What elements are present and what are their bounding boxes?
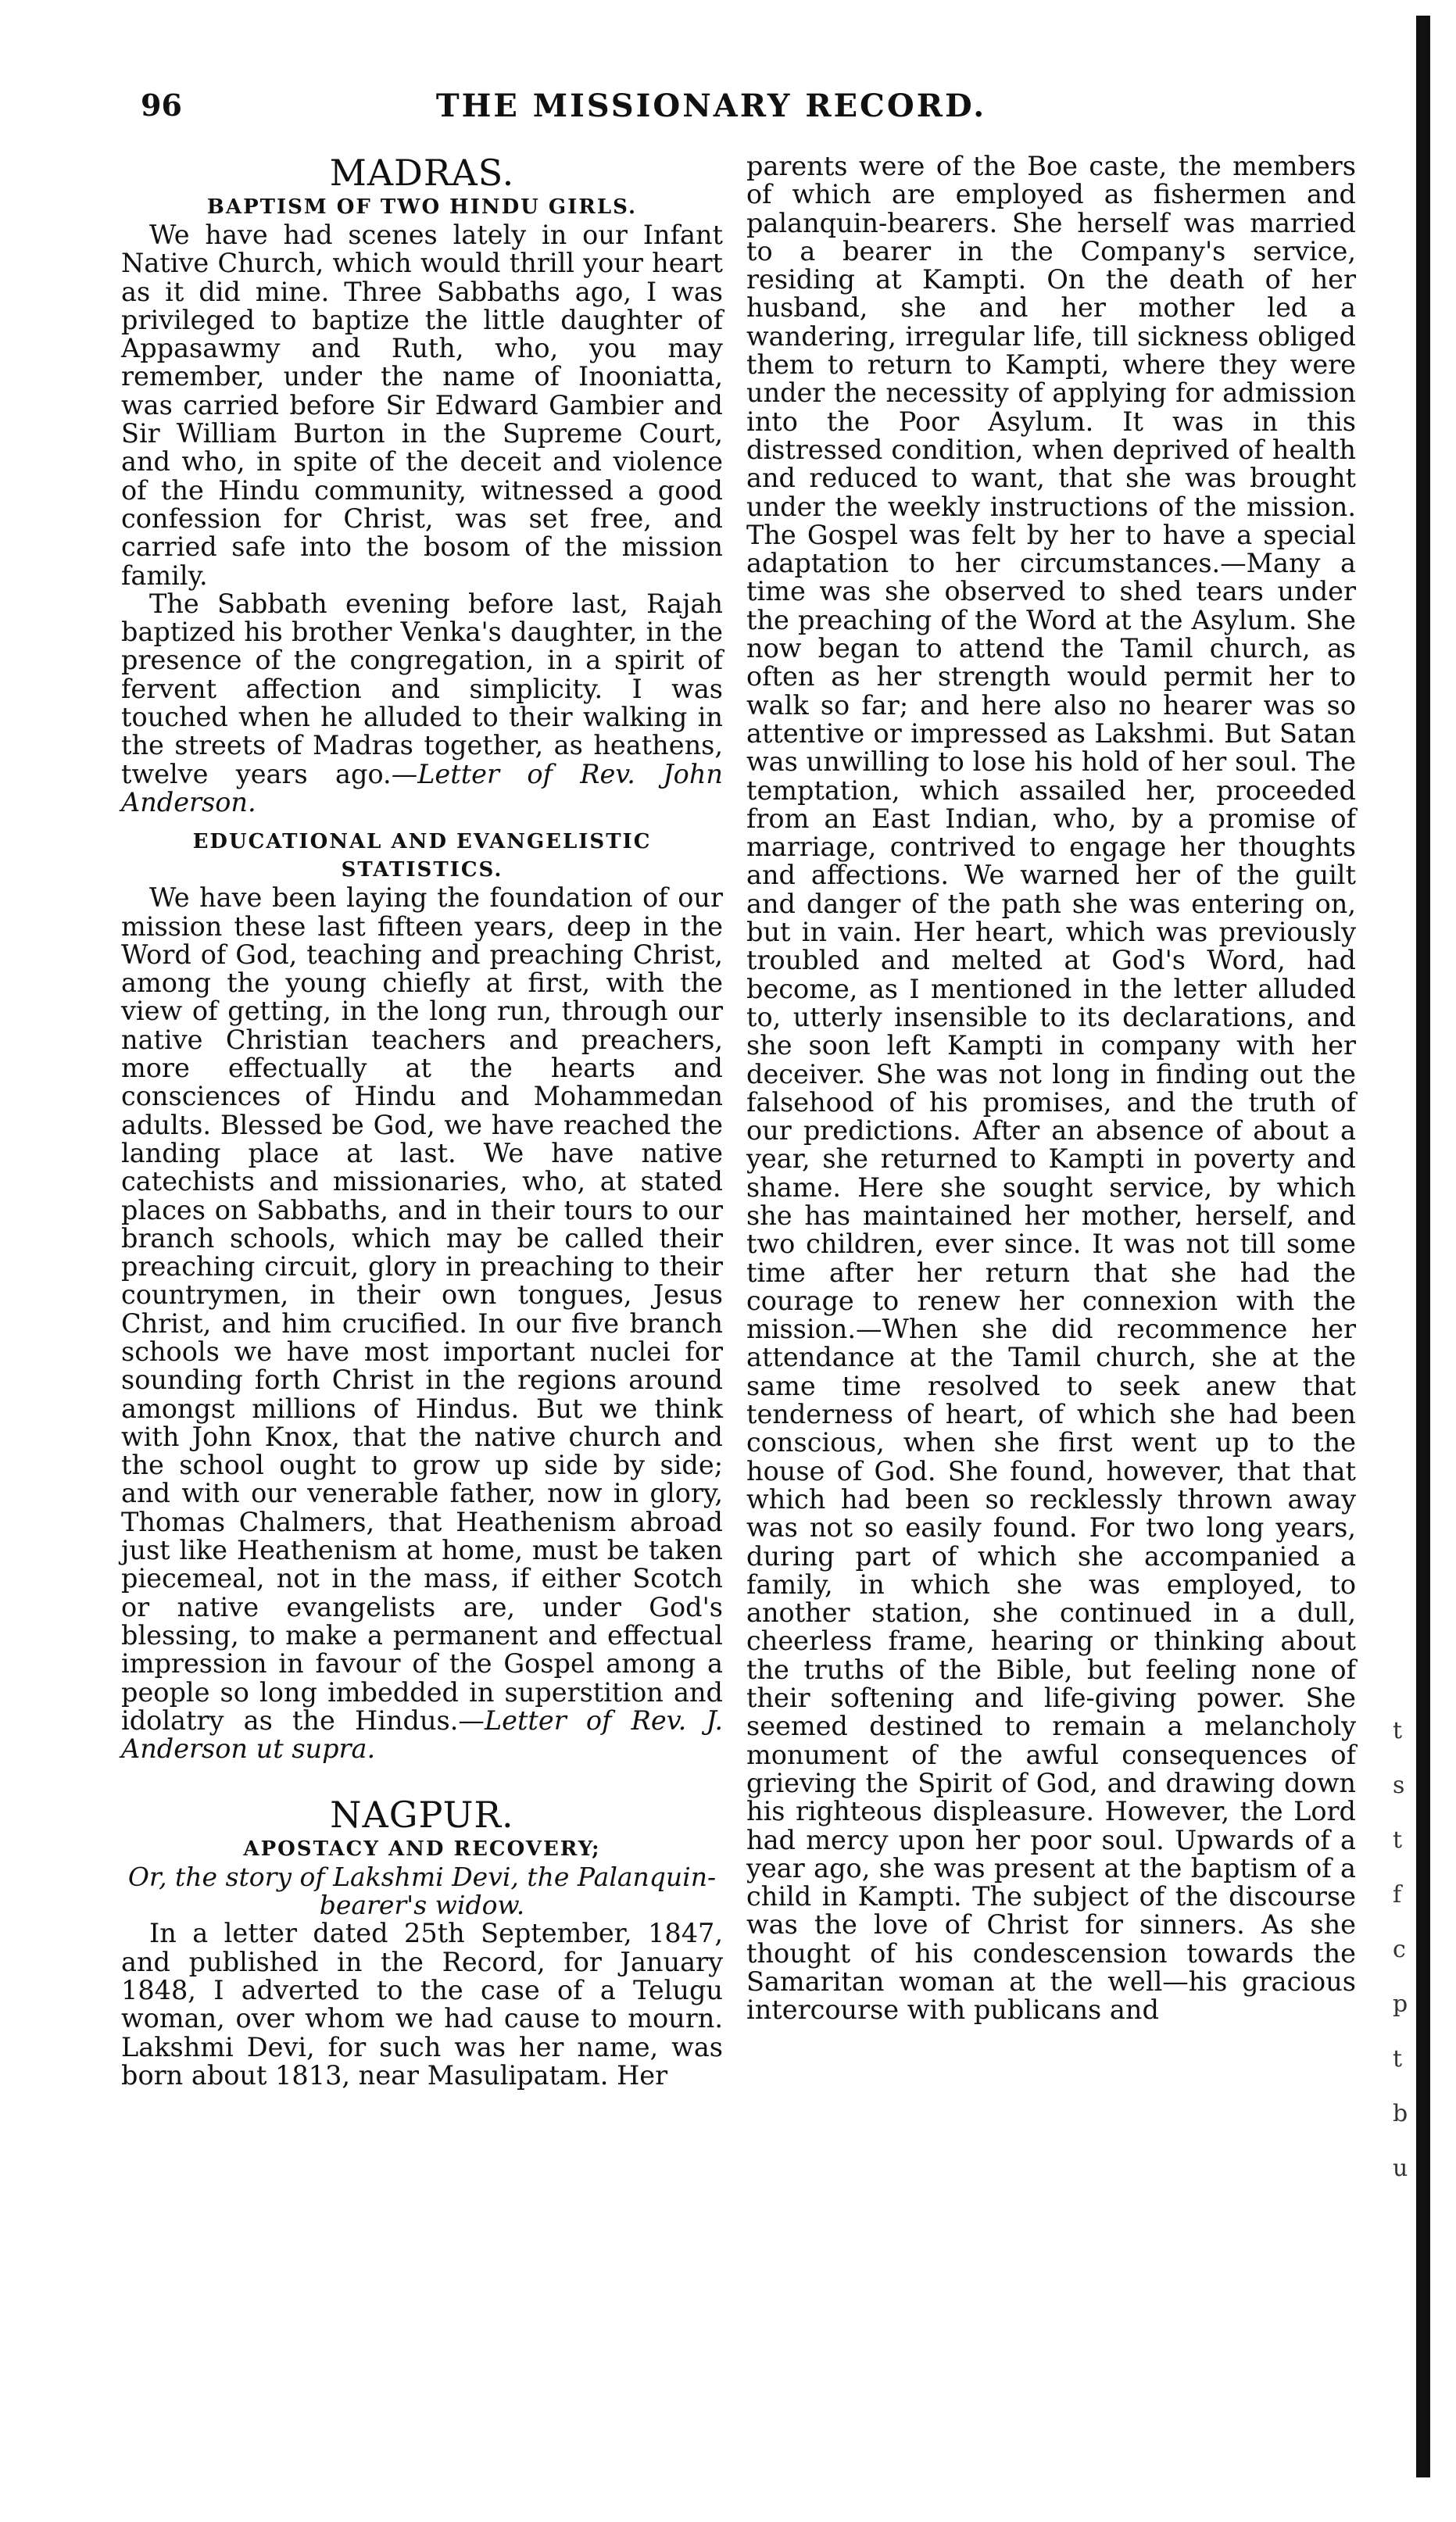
margin-mark: u bbox=[1393, 2155, 1408, 2182]
nagpur-paragraph-1-continued: parents were of the Boe caste, the members of which are employed as fishermen and palanquin-bearers. She herself was married to a bearer in the Company's service, residing at Kampti. On the death of her husband, she and her mother led a wandering, irregular life, till sickness obliged them to return to Kampti, where they were under the necessity of applying for admission into the Poor Asylum. It was in this distressed condition, when deprived of health and reduced to want, that she was brought under the weekly instructions of the mission. The Gospel was felt by her to have a special adaptation to her circumstances.—Many a time was she observed to shed tears under the preaching of the Word at the Asylum. She now began to attend the Tamil church, as often as her strength would permit her to walk so far; and here also no hearer was so attentive or impressed as Lakshmi. But Satan was unwilling to lose his hold of her soul. The temptation, which assailed her, proceeded from an East Indian, who, by a promise of marriage, contrived to engage her thoughts and affections. We warned her of the guilt and danger of the path she was entering on, but in vain. Her heart, which was previously troubled and melted at God's Word, had become, as I mentioned in the letter alluded to, utterly insensible to its declarations, and she soon left Kampti in company with her deceiver. She was not long in finding out the falsehood of his promises, and the truth of our predictions. After an absence of about a year, she returned to Kampti in poverty and shame. Here she sought service, by which she has maintained her mother, herself, and two children, ever since. It was not till some time after her return that she had the courage to renew her connexion with the mission.—When she did recommence her attendance at the Tamil church, she at the same time resolved to seek anew that tenderness of heart, of which she had been conscious, when she first went up to the house of God. She found, however, that that which had been so recklessly thrown away was not so easily found. For two long years, during part of which she accompanied a family, in which she was employed, to another station, she continued in a dull, cheerless frame, hearing or thinking about the truths of the Bible, but feeling none of their softening and life-giving power. She seemed destined to remain a melancholy monument of the awful consequences of grieving the Spirit of God, and drawing down his righteous displeasure. However, the Lord had mercy upon her poor soul. Upwards of a year ago, she was present at the baptism of a child in Kampti. The subject of the discourse was the love of Christ for sinners. As she thought of his condescension towards the Samaritan woman at the well—his gracious intercourse with publicans and bbox=[746, 151, 1356, 2026]
running-title: THE MISSIONARY RECORD. bbox=[435, 88, 987, 124]
margin-mark: f bbox=[1393, 1881, 1402, 1908]
margin-mark: b bbox=[1393, 2100, 1408, 2127]
page-number: 96 bbox=[141, 88, 182, 123]
margin-mark: t bbox=[1393, 1717, 1403, 1744]
subheading-apostacy: APOSTACY AND RECOVERY; bbox=[243, 1837, 601, 1862]
madras-paragraph-3-signature: —Letter of Rev. J. Anderson ut supra. bbox=[121, 1705, 723, 1765]
madras-paragraph-2-text: The Sabbath evening before last, Rajah baptized his brother Venka's daughter, in the presence of the congregation, in a spirit of fervent affection and simplicity. I was touched when he alluded to their walking in the streets of Madras together, as heathens, twelve years ago. bbox=[121, 588, 723, 789]
section-heading-nagpur: NAGPUR. bbox=[330, 1794, 514, 1837]
margin-mark: t bbox=[1393, 1826, 1403, 1854]
section-heading-madras: MADRAS. bbox=[329, 152, 515, 194]
left-column bbox=[121, 152, 723, 2090]
margin-mark: t bbox=[1393, 2045, 1403, 2073]
margin-mark: c bbox=[1393, 1936, 1406, 1963]
margin-mark: s bbox=[1393, 1772, 1405, 1799]
nagpur-paragraph-1-start: In a letter dated 25th September, 1847, and published in the Record, for January 1848, I adverted to the case of a Telugu woman, over whom we had cause to mourn. Lakshmi Devi, for such was her name, was born about 1813, near Masulipatam. Her bbox=[121, 1918, 723, 2091]
page-edge-rule bbox=[1416, 16, 1430, 2477]
right-column bbox=[746, 152, 1356, 2025]
madras-paragraph-2-signature: —Letter of Rev. John Anderson. bbox=[121, 758, 723, 817]
madras-paragraph-3 bbox=[121, 884, 723, 1763]
margin-marks bbox=[1393, 1704, 1408, 2196]
madras-paragraph-3-text: We have been laying the foundation of our mission these last fifteen years, deep in the Word of God, teaching and preaching Christ, among the young chiefly at first, with the view of getting, in the long run, through our native Christian teachers and preachers, more effectually at the hearts and consciences of Hindu and Mohammedan adults. Blessed be God, we have reached the landing place at last. We have native catechists and missionaries, who, at stated places on Sabbaths, and in their tours to our branch schools, which may be called their preaching circuit, glory in preaching to their countrymen, in their own tongues, Jesus Christ, and him crucified. In our five branch schools we have most important nuclei for sounding forth Christ in the regions around amongst millions of Hindus. But we think with John Knox, that the native church and the school ought to grow up side by side; and with our venerable father, now in glory, Thomas Chalmers, that Heathenism abroad just like Heathenism at home, must be taken piecemeal, not in the mass, if either Scotch or native evangelists are, under God's blessing, to make a permanent and effectual impression in favour of the Gospel among a people so long imbedded in superstition and idolatry as the Hindus. bbox=[121, 882, 723, 1736]
subheading-baptism: BAPTISM OF TWO HINDU GIRLS. bbox=[206, 195, 638, 219]
page-header bbox=[109, 88, 1313, 134]
nagpur-subtitle: Or, the story of Lakshmi Devi, the Palanquin-bearer's widow. bbox=[127, 1862, 717, 1921]
subheading-statistics: EDUCATIONAL AND EVANGELISTIC STATISTICS. bbox=[192, 830, 652, 882]
madras-paragraph-2 bbox=[121, 590, 723, 817]
margin-mark: p bbox=[1393, 1991, 1408, 2018]
madras-paragraph-1: We have had scenes lately in our Infant Native Church, which would thrill your heart as it did mine. Three Sabbaths ago, I was privileged to baptize the little daughter of Appasawmy and Ruth, who, you may remember, under the name of Inooniatta, was carried before Sir Edward Gambier and Sir William Burton in the Supreme Court, and who, in spite of the deceit and violence of the Hindu community, witnessed a good confession for Christ, was set free, and carried safe into the bosom of the mission family. bbox=[121, 220, 723, 591]
